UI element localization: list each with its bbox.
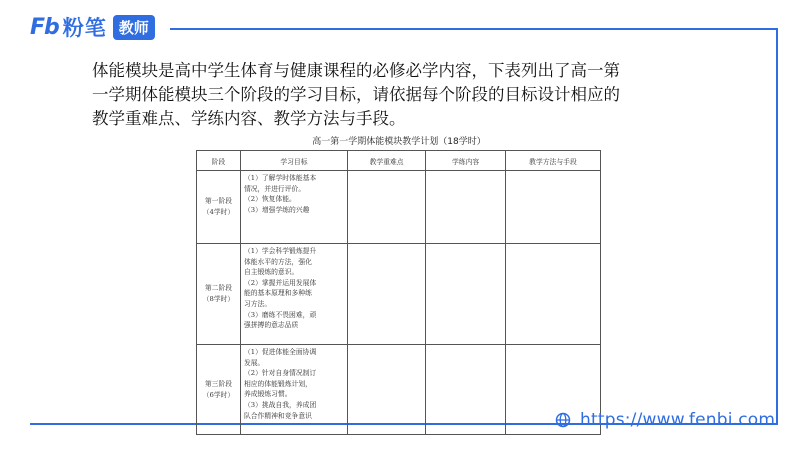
goal-line: 发展。 <box>243 358 265 367</box>
logo-badge: 教师 <box>113 15 155 40</box>
globe-icon <box>555 412 571 428</box>
methods-cell <box>505 171 600 244</box>
stage-cell <box>197 171 241 244</box>
stage-cell <box>197 244 241 345</box>
stage-hours: （6学时） <box>202 390 235 399</box>
goal-line: （1）了解学时体能基本 <box>243 174 317 182</box>
goal-line: （2）恢复体能。 <box>243 195 296 204</box>
goals-cell <box>240 244 347 345</box>
goal-line: 自主锻炼的意识。 <box>243 268 299 277</box>
goal-line: 相应的体能锻炼计划， <box>243 379 312 388</box>
frame-top-line <box>170 28 778 30</box>
website-link[interactable] <box>555 410 775 430</box>
intro-line: 一学期体能模块三个阶段的学习目标，请依据每个阶段的目标设计相应的 <box>92 85 620 104</box>
stage-cell <box>197 345 241 435</box>
logo-mark: Fb <box>30 14 59 40</box>
goals-cell <box>240 345 347 435</box>
goal-line: （1）促进体能全面协调 <box>243 348 317 356</box>
logo-name: 粉笔 <box>62 16 107 40</box>
goal-line: （2）掌握并运用发展体 <box>243 278 317 287</box>
header-stage: 阶段 <box>197 151 241 171</box>
key-points-cell <box>347 171 425 244</box>
goal-line: 情况，并进行评价。 <box>243 184 306 193</box>
frame-right-line <box>776 28 778 425</box>
goal-line: 能的基本原理和多种练 <box>243 289 312 298</box>
table-title: 高一第一学期体能模块教学计划（18学时） <box>312 137 486 147</box>
goal-line: 养成锻炼习惯。 <box>243 390 292 399</box>
key-points-cell <box>347 244 425 345</box>
goal-line: （3）磨练不畏困难，顽 <box>243 310 317 319</box>
header-practice-content: 学练内容 <box>426 151 506 171</box>
goals-cell <box>240 171 347 244</box>
practice-content-cell <box>426 171 506 244</box>
goal-line: 强拼搏的意志品质 <box>243 321 299 330</box>
goal-line: （3）挑战自我，养成团 <box>243 400 317 409</box>
teaching-plan-table <box>196 150 601 435</box>
stage-label: 第一阶段 <box>204 197 233 205</box>
stage-hours: （8学时） <box>202 295 235 303</box>
practice-content-cell <box>426 345 506 435</box>
goal-line: （2）针对自身情况制订 <box>243 369 317 378</box>
intro-line: 体能模块是高中学生体育与健康课程的必修必学内容，下表列出了高一第 <box>92 61 620 80</box>
goal-line: （3）增强学练的兴趣 <box>243 205 310 214</box>
header-key-points: 教学重难点 <box>347 151 425 171</box>
website-url: https://www.fenbi.com <box>580 410 776 430</box>
header-methods: 教学方法与手段 <box>505 151 600 171</box>
header-learning-goals: 学习目标 <box>240 151 347 171</box>
stage-hours: （4学时） <box>202 208 235 216</box>
table-header-row <box>197 151 601 171</box>
table-row <box>197 171 601 244</box>
goal-line: 队合作精神和竞争意识 <box>243 411 312 420</box>
goal-line: （1）学会科学锻炼提升 <box>243 247 317 255</box>
intro-paragraph <box>92 59 692 131</box>
stage-label: 第二阶段 <box>204 284 233 292</box>
fenbi-logo <box>30 12 155 42</box>
intro-line: 教学重难点、学练内容、教学方法与手段。 <box>92 109 406 128</box>
key-points-cell <box>347 345 425 435</box>
table-row <box>197 244 601 345</box>
goal-line: 习方法。 <box>243 299 272 308</box>
table-row <box>197 345 601 435</box>
goal-line: 体能水平的方法，强化 <box>243 257 312 266</box>
methods-cell <box>505 244 600 345</box>
stage-label: 第三阶段 <box>204 379 233 388</box>
practice-content-cell <box>426 244 506 345</box>
